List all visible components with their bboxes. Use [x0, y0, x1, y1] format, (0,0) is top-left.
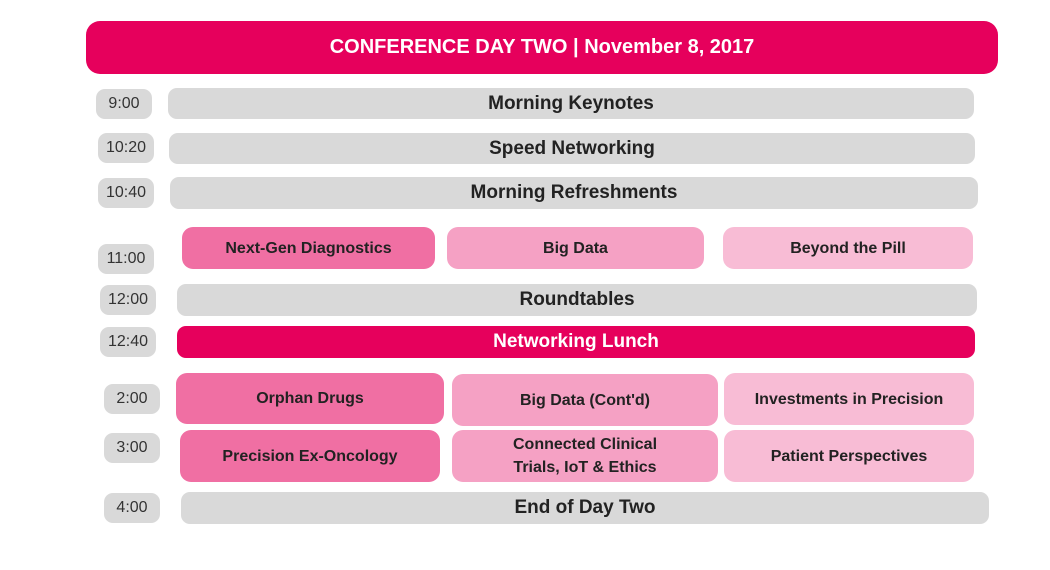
session-orphan-drugs: Orphan Drugs — [176, 373, 444, 424]
session-next-gen-diagnostics: Next-Gen Diagnostics — [182, 227, 435, 269]
time-label: 3:00 — [104, 433, 160, 463]
time-label: 12:40 — [100, 327, 156, 357]
session-investments-in-precision: Investments in Precision — [724, 373, 974, 425]
session-roundtables: Roundtables — [177, 284, 977, 316]
time-label: 10:40 — [98, 178, 154, 208]
session-morning-keynotes: Morning Keynotes — [168, 88, 974, 119]
time-label: 10:20 — [98, 133, 154, 163]
session-patient-perspectives: Patient Perspectives — [724, 430, 974, 482]
session-speed-networking: Speed Networking — [169, 133, 975, 164]
session-big-data: Big Data — [447, 227, 704, 269]
page-title: CONFERENCE DAY TWO | November 8, 2017 — [86, 21, 998, 74]
time-label: 4:00 — [104, 493, 160, 523]
session-big-data-contd: Big Data (Cont'd) — [452, 374, 718, 426]
session-networking-lunch: Networking Lunch — [177, 326, 975, 358]
session-morning-refreshments: Morning Refreshments — [170, 177, 978, 209]
session-end-of-day-two: End of Day Two — [181, 492, 989, 524]
time-label: 9:00 — [96, 89, 152, 119]
session-connected-clinical-trials: Connected Clinical Trials, IoT & Ethics — [452, 430, 718, 482]
session-beyond-the-pill: Beyond the Pill — [723, 227, 973, 269]
time-label: 2:00 — [104, 384, 160, 414]
time-label: 11:00 — [98, 244, 154, 274]
time-label: 12:00 — [100, 285, 156, 315]
session-precision-ex-oncology: Precision Ex-Oncology — [180, 430, 440, 482]
